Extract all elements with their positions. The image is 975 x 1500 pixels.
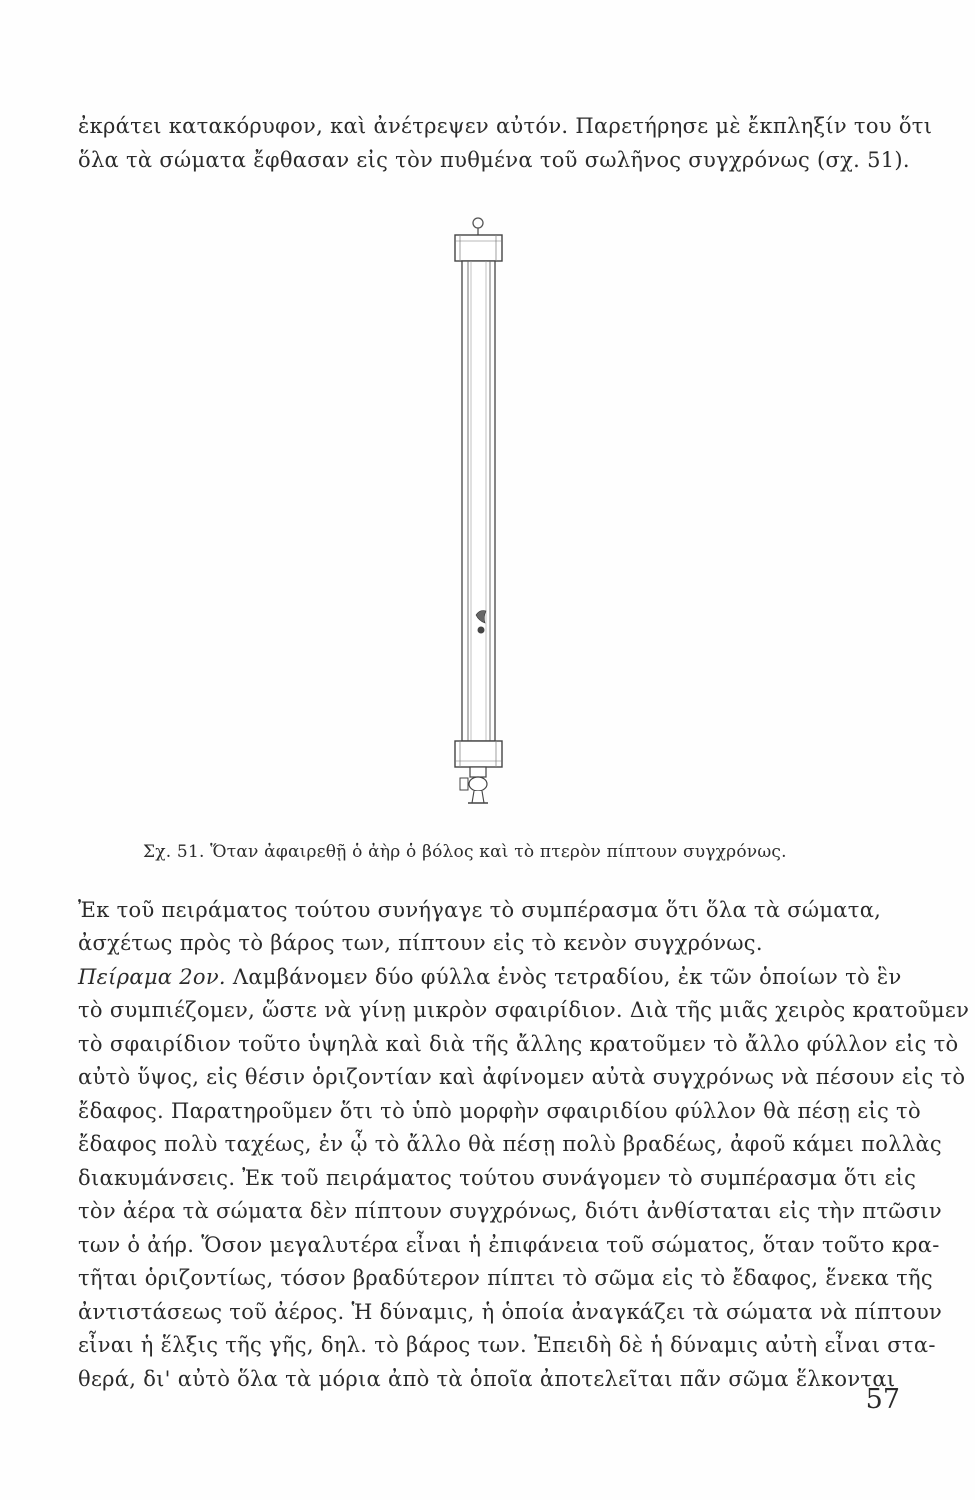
text-line: ἐκράτει κατακόρυφον, καὶ ἀνέτρεψεν αὐτόν. Παρετήρησε μὲ ἔκπληξίν του ὅτι (78, 114, 933, 138)
text-line: ἀσχέτως πρὸς τὸ βάρος των, πίπτουν εἰς τὸ κενὸν συγχρόνως. (78, 931, 763, 955)
figure-caption: Σχ. 51. Ὅταν ἀφαιρεθῇ ὁ ἀὴρ ὁ βόλος καὶ τὸ πτερὸν πίπτουν συγχρόνως. (143, 842, 787, 862)
text-line: τῆται ὁριζοντίως, τόσον βραδύτερον πίπτει τὸ σῶμα εἰς τὸ ἔδαφος, ἕνεκα τῆς (78, 1266, 933, 1290)
text-line: ἔδαφος. Παρατηροῦμεν ὅτι τὸ ὑπὸ μορφὴν σφαιριδίου φύλλον θὰ πέσῃ εἰς τὸ (78, 1099, 921, 1123)
text-line-rest: Λαμβάνομεν δύο φύλλα ἑνὸς τετραδίου, ἐκ τῶν ὁποίων τὸ ἓν (232, 965, 902, 989)
text-line: ὅλα τὰ σώματα ἔφθασαν εἰς τὸν πυθμένα τοῦ σωλῆνος συγχρόνως (σχ. 51). (78, 148, 910, 172)
text-line: Ἐκ τοῦ πειράματος τούτου συνήγαγε τὸ συμπέρασμα ὅτι ὅλα τὰ σώματα, (78, 898, 882, 922)
text-line: των ὁ ἀήρ. Ὅσον μεγαλυτέρα εἶναι ἡ ἐπιφάνεια τοῦ σώματος, ὅταν τοῦτο κρα- (78, 1233, 940, 1257)
text-line: αὐτὸ ὕψος, εἰς θέσιν ὁριζοντίαν καὶ ἀφίνομεν αὐτὰ συγχρόνως νὰ πέσουν εἰς τὸ (78, 1065, 966, 1089)
text-line: τὸ σφαιρίδιον τοῦτο ὑψηλὰ καὶ διὰ τῆς ἄλλης κρατοῦμεν τὸ ἄλλο φύλλον εἰς τὸ (78, 1032, 959, 1056)
page-number: 57 (865, 1384, 900, 1415)
text-line: εἶναι ἡ ἕλξις τῆς γῆς, δηλ. τὸ βάρος των. Ἐπειδὴ δὲ ἡ δύναμις αὐτὴ εἶναι στα- (78, 1333, 936, 1357)
text-line: διακυμάνσεις. Ἐκ τοῦ πειράματος τούτου συνάγομεν τὸ συμπέρασμα ὅτι εἰς (78, 1166, 917, 1190)
experiment-heading: Πείραμα 2ον. (78, 965, 226, 989)
text-line: ἀντιστάσεως τοῦ ἀέρος. Ἡ δύναμις, ἡ ὁποία ἀναγκάζει τὰ σώματα νὰ πίπτουν (78, 1300, 943, 1324)
text-line: ἔδαφος πολὺ ταχέως, ἐν ᾧ τὸ ἄλλο θὰ πέσῃ πολὺ βραδέως, ἀφοῦ κάμει πολλὰς (78, 1132, 942, 1156)
text-line: τὸν ἀέρα τὰ σώματα δὲν πίπτουν συγχρόνως, διότι ἀνθίσταται εἰς τὴν πτῶσιν (78, 1199, 942, 1223)
text-line: τὸ συμπιέζομεν, ὥστε νὰ γίνῃ μικρὸν σφαιρίδιον. Διὰ τῆς μιᾶς χειρὸς κρατοῦμεν (78, 998, 970, 1022)
text-line: θερά, δι' αὐτὸ ὅλα τὰ μόρια ἀπὸ τὰ ὁποῖα ἀποτελεῖται πᾶν σῶμα ἕλκονται (78, 1367, 896, 1391)
falling-bodies-tube-illustration (440, 205, 540, 830)
text-line (78, 963, 902, 991)
